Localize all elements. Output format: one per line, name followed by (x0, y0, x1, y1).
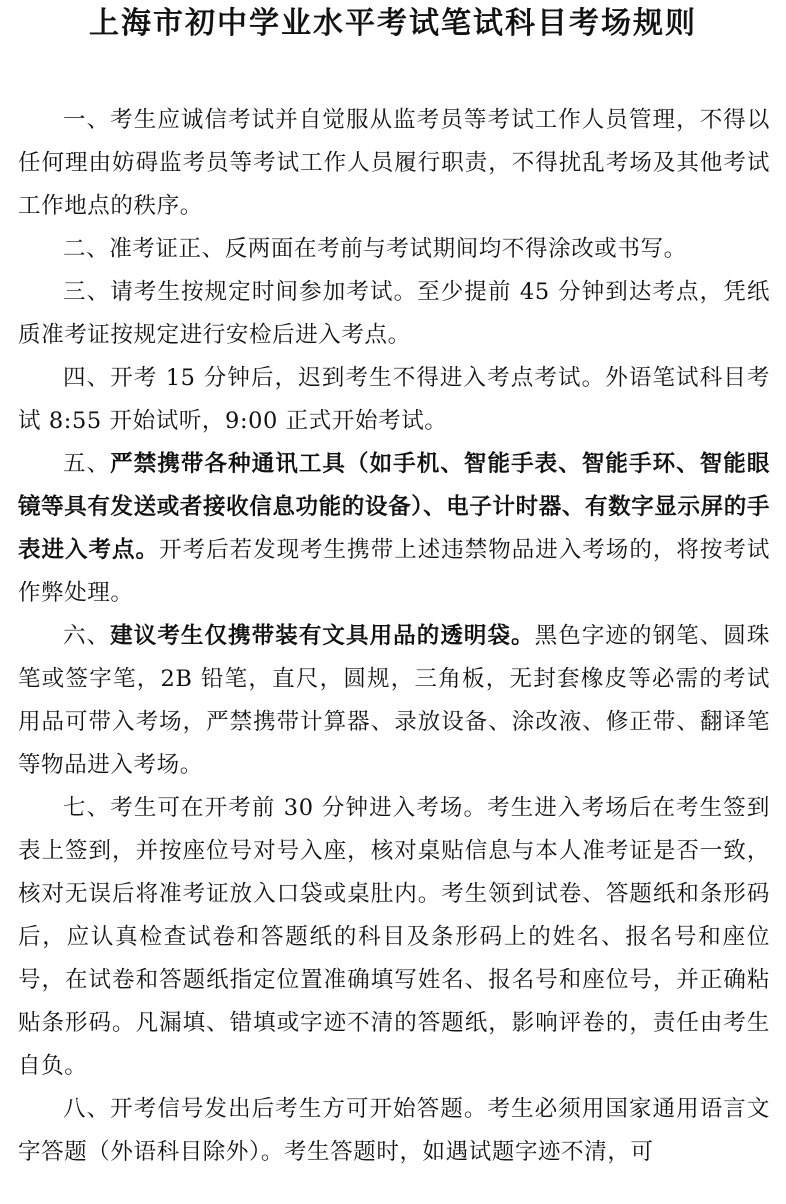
document-title: 上海市初中学业水平考试笔试科目考场规则 (89, 6, 697, 41)
rules-body (18, 99, 770, 1174)
rule-paragraph-5 (18, 443, 770, 615)
rule-paragraph-2: 二、准考证正、反两面在考前与考试期间均不得涂改或书写。 (63, 236, 687, 262)
rule-paragraph-7: 七、考生可在开考前 30 分钟进入考场。考生进入考场后在考生签到表上签到，并按座位号对号入座，核对桌贴信息与本人准考证是否一致，核对无误后将准考证放入口袋或桌肚内。考生领到试卷、答题纸和条形码后，应认真检查试卷和答题纸的科目及条形码上的姓名、报名号和座位号，在试卷和答题纸指定位置准确填写姓名、报名号和座位号，并正确粘贴条形码。凡漏填、错填或字迹不清的答题纸，影响评卷的，责任由考生自负。 (18, 795, 770, 1079)
rule-paragraph-4: 四、开考 15 分钟后，迟到考生不得进入考点考试。外语笔试科目考试 8:55 开始试听，9:00 正式开始考试。 (18, 365, 770, 434)
rule-paragraph-3: 三、请考生按规定时间参加考试。至少提前 45 分钟到达考点，凭纸质准考证按规定进行安检后进入考点。 (18, 279, 770, 348)
rule-text-5: 开考后若发现考生携带上述违禁物品进入考场的，将按考试作弊处理。 (18, 537, 770, 606)
rule-text-6: 黑色字迹的钢笔、圆珠笔或签字笔，2B 铅笔，直尺，圆规，三角板，无封套橡皮等必需的考试用品可带入考场，严禁携带计算器、录放设备、涂改液、修正带、翻译笔等物品进入考场。 (18, 623, 770, 778)
rule-paragraph-6 (18, 615, 770, 787)
rule-paragraph-1: 一、考生应诚信考试并自觉服从监考员等考试工作人员管理，不得以任何理由妨碍监考员等考试工作人员履行职责，不得扰乱考场及其他考试工作地点的秩序。 (18, 107, 770, 219)
rule-number-5: 五、 (63, 451, 111, 477)
rule-emphasis-5: 严禁携带各种通讯工具（如手机、智能手表、智能手环、智能眼镜等具有发送或者接收信息功能的设备）、电子计时器、有数字显示屏的手表进入考点。 (18, 451, 770, 563)
rule-emphasis-6: 建议考生仅携带装有文具用品的透明袋。 (110, 623, 535, 649)
rule-paragraph-8: 八、开考信号发出后考生方可开始答题。考生必须用国家通用语言文字答题（外语科目除外）。考生答题时，如遇试题字迹不清，可 (18, 1096, 770, 1165)
rule-number-6: 六、 (63, 623, 111, 649)
